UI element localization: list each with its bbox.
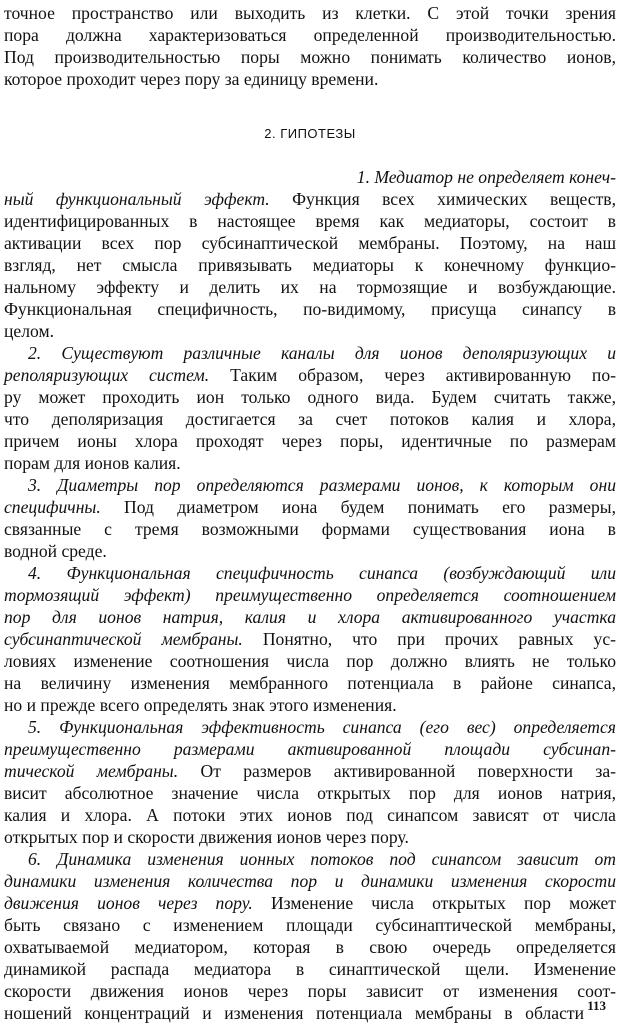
- text-line: идентифицированных в настоящее время как медиаторы, состоит в: [4, 211, 616, 231]
- hypothesis-3-title: 3. Диаметры пор определяются размерами ионов, к которым они: [28, 475, 616, 495]
- text-line: нальному эффекту и делить их на тормозящие и возбуждающие.: [4, 277, 616, 297]
- text-line: быть связано с изменением площади субсинаптической мембраны,: [4, 915, 616, 935]
- text-line: порам для ионов калия.: [4, 453, 181, 473]
- text-line: активации всех пор субсинаптической мембраны. Поэтому, на наш: [4, 233, 616, 253]
- text-line: связанные с тремя возможными формами существования иона в: [4, 519, 616, 539]
- text-line: движения ионов через пору. Изменение числа открытых пор может: [4, 893, 616, 913]
- text-line: Под производительностью поры можно понимать количество ионов,: [4, 47, 616, 67]
- text-line: открытых пор и скорости движения ионов через пору.: [4, 827, 409, 847]
- text-line: динамики изменения количества пор и динамики изменения скорости: [4, 871, 616, 891]
- text-line: скорости движения ионов через поры зависит от изменения соот-: [4, 981, 616, 1001]
- text-line: на величину изменения мембранного потенциала в районе синапса,: [4, 673, 616, 693]
- text-line: калия и хлора. А потоки этих ионов под синапсом зависят от числа: [4, 805, 616, 825]
- hypothesis-4-title: 4. Функциональная специфичность синапса (возбуждающий или: [28, 563, 616, 583]
- text-line: динамикой распада медиатора в синаптической щели. Изменение: [4, 959, 616, 979]
- text-line: водной среде.: [4, 541, 107, 561]
- text-line: причем ионы хлора проходят через поры, идентичные по размерам: [4, 431, 616, 451]
- text-line: специфичны. Под диаметром иона будем понимать его размеры,: [4, 497, 616, 517]
- text-line: висит абсолютное значение числа открытых пор для ионов натрия,: [4, 783, 616, 803]
- text-line: ловиях изменение соотношения числа пор должно влиять не только: [4, 651, 616, 671]
- text-line: но и прежде всего определять знак этого изменения.: [4, 695, 397, 715]
- text-line: взгляд, нет смысла привязывать медиаторы к конечному функцио-: [4, 255, 616, 275]
- text-line: ношений концентраций и изменения потенциала мембраны в области: [4, 1003, 584, 1023]
- hypothesis-5-title: 5. Функциональная эффективность синапса (его вес) определяется: [28, 717, 616, 737]
- text-line: пор для ионов натрия, калия и хлора активированного участка: [4, 607, 616, 627]
- text-line: ру может проходить ион только одного вида. Будем считать также,: [4, 387, 616, 407]
- text-line: Функциональная специфичность, по-видимому, присуща синапсу в: [4, 299, 616, 319]
- text-line: пора должна характеризоваться определенной производительностью.: [4, 25, 616, 45]
- text-line: реполяризующих систем. Таким образом, через активированную по-: [4, 365, 616, 385]
- text-line: субсинаптической мембраны. Понятно, что при прочих равных ус-: [4, 629, 616, 649]
- section-heading: 2. ГИПОТЕЗЫ: [264, 126, 356, 141]
- text-line: целом.: [4, 321, 54, 341]
- text-line: охватываемой медиатором, которая в свою очередь определяется: [4, 937, 616, 957]
- hypothesis-2-title: 2. Существуют различные каналы для ионов деполяризующих и: [28, 343, 616, 363]
- text-line: которое проходит через пору за единицу времени.: [4, 69, 379, 89]
- text-line: тической мембраны. От размеров активированной поверхности за-: [4, 761, 616, 781]
- hypothesis-6-title: 6. Динамика изменения ионных потоков под синапсом зависит от: [28, 849, 616, 869]
- text-line: преимущественно размерами активированной площади субсинап-: [4, 739, 616, 759]
- text-line: точное пространство или выходить из клетки. С этой точки зрения: [4, 3, 616, 23]
- text-line: что деполяризация достигается за счет потоков калия и хлора,: [4, 409, 616, 429]
- text-line: ный функциональный эффект. Функция всех химических веществ,: [4, 189, 617, 209]
- text-line: тормозящий эффект) преимущественно определяется соотношением: [4, 585, 616, 605]
- page-number: 113: [587, 998, 606, 1013]
- hypothesis-1-title: 1. Медиатор не определяет конеч-: [356, 167, 616, 187]
